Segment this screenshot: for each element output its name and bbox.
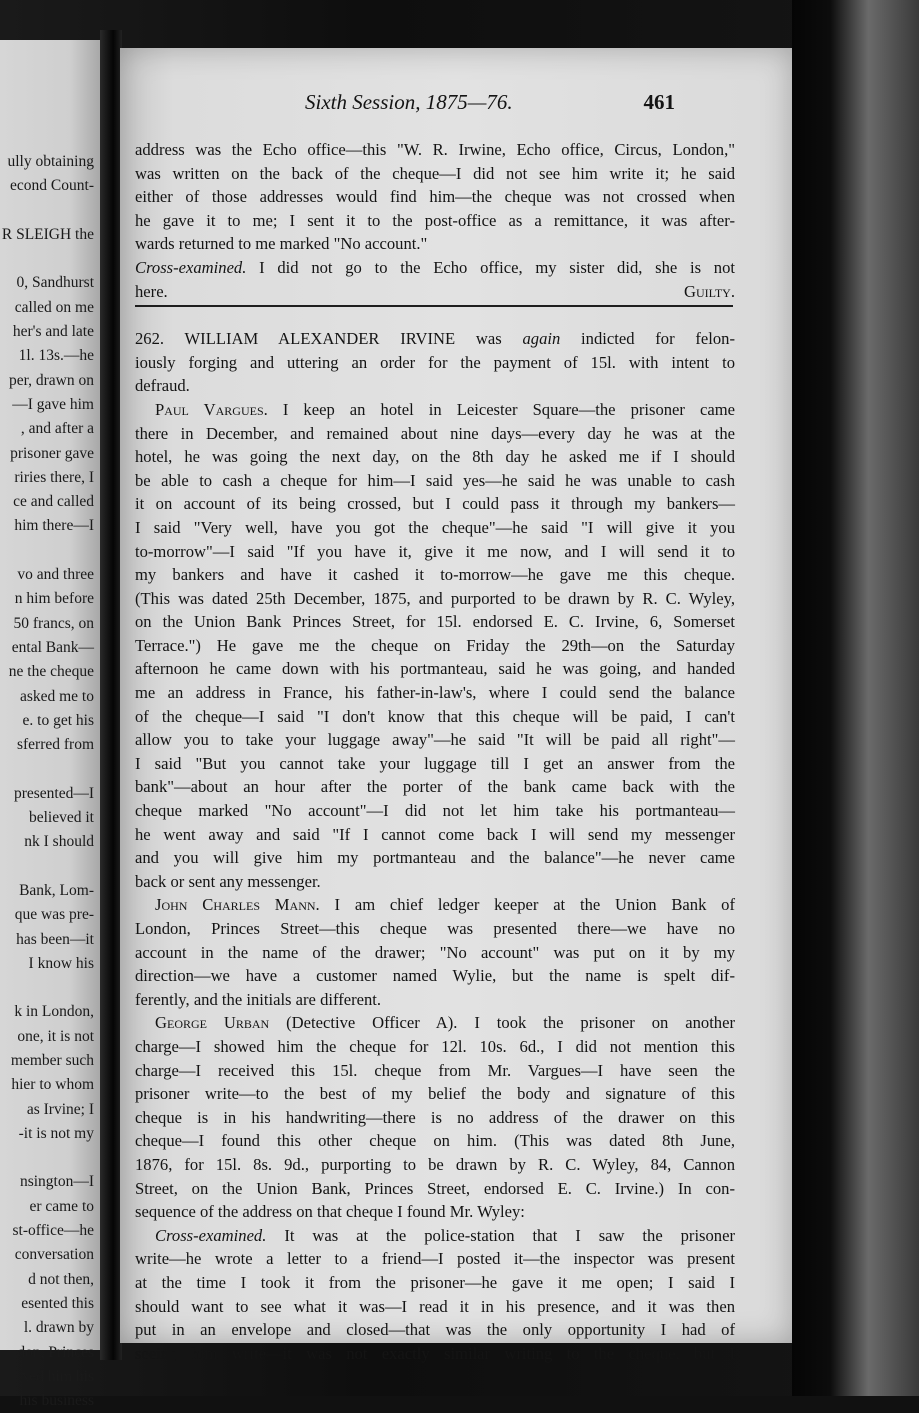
testimony-line: charge—I received this 15l. cheque from Mr. Vargues—I have seen the [135,1060,735,1080]
testimony-line: bank"—about an hour after the porter of the bank came back with the [135,777,735,797]
testimony-line: put in an envelope and closed—that was the only opportunity I had of [135,1320,735,1340]
defendant-name: WILLIAM ALEXANDER IRVINE [184,329,456,349]
verdict: Guilty. [683,281,735,301]
facing-page-line: 1l. 13s.—he [18,347,94,365]
previous-case-text [135,138,735,256]
facing-page-line: as Irvine; I [26,1100,94,1118]
previous-case-line: he gave it to me; I sent it to the post-office as a remittance, it was after- [135,210,735,230]
testimony-line: at the time I took it from the prisoner—he gave it me open; I said I [135,1272,735,1292]
testimony-line: cheque is in his handwriting—there is no address of the drawer on this [135,1107,735,1127]
testimony-line: seeing him write—it was not exactly similar writing to the cheque, but I [135,1343,735,1363]
facing-page-line: Bank, Lom- [19,881,94,899]
facing-page-line: believed it [29,809,94,827]
witness-testimony [135,398,735,893]
testimony-line: Street, on the Union Bank, Princes Street, endorsed E. C. Irvine.) In con- [135,1178,735,1198]
facing-page-line: d not then, [28,1270,94,1288]
facing-page-line: e. to get his [22,711,94,729]
facing-page-line: econd Count- [10,177,94,195]
again-word: again [522,329,561,349]
facing-page-line: member such [10,1051,94,1069]
running-title: Sixth Session, 1875—76. [305,90,513,114]
testimony-line: he went away and said "If I cannot come back I will send my messenger [135,824,735,844]
testimony-line: of the cheque—I said "I don't know that this cheque will be paid, I can't [135,706,735,726]
facing-page-line [0,976,94,1000]
testimony-text: I am chief ledger keeper at the Union Bank of [319,895,735,915]
facing-page-line: asked me to [19,687,94,705]
facing-page-line: -it is not my [18,1124,94,1142]
facing-page-line: hier to whom [11,1076,94,1094]
indictment-line [135,327,735,351]
page-body [135,138,735,1365]
testimony-line: direction—we have a customer named Wylie, but the name is spelt dif- [135,966,735,986]
witness-testimony [135,893,735,1011]
indictment-text-2: indicted for felon- [560,329,735,349]
witness-name: Cross-examined. [155,1225,267,1245]
testimony-line: on the Union Bank Princes Street, for 15l. endorsed E. C. Irvine, 6, Somerset [135,612,735,632]
cross-label: Cross-examined. [135,257,247,277]
facing-page-line [0,1146,94,1170]
facing-page-line: called on me [14,298,94,316]
previous-case-line: either of those addresses would find him—the cheque was not crossed when [135,187,735,207]
testimony-line: should want to see what it was—I read it in his presence, and it was then [135,1296,735,1316]
facing-page-line: his business [19,1392,94,1410]
testimony-text: It was at the police-station that I saw the prisoner [266,1225,735,1245]
testimony-line: it on account of its being crossed, but I could pass it through my bankers— [135,494,735,514]
case-heading [135,327,735,398]
testimony-line: sequence of the address on that cheque I found Mr. Wyley: [135,1202,525,1222]
running-head [135,90,675,124]
facing-page-line [0,247,94,271]
testimony-line: cheque marked "No account"—I did not let him take his portmanteau— [135,801,735,821]
facing-page-line: nsington—I [19,1173,94,1191]
facing-page-line: riries there, I [14,468,94,486]
testimony-line: hotel, he was going the next day, on the 8th day he asked me if I should [135,447,735,467]
testimony-line [135,398,735,422]
case-number: 262. [135,329,165,349]
indictment-line-3: defraud. [135,376,190,396]
testimony-text: I keep an hotel in Leicester Square—the prisoner came [267,399,735,419]
testimony-line [135,1011,735,1035]
facing-page-line: him there—I [14,517,94,535]
facing-page-line: —I gave him [12,395,94,413]
facing-page-line: one, it is not [17,1027,94,1045]
previous-case-line: wards returned to me marked "No account." [135,234,428,254]
facing-page-line: prisoner gave [10,444,94,462]
testimony-line: my bankers and have it cashed it to-morrow—he gave me this cheque. [135,565,735,585]
facing-page-line: , and after a [20,420,94,438]
facing-page-line: 0, Sandhurst [16,274,94,292]
testimony-line: afternoon he came down with his portmanteau, said he was going, and handed [135,659,735,679]
facing-page-line: ental Bank— [11,638,94,656]
testimony-line: prisoner write—to the best of my belief the body and signature of this [135,1084,735,1104]
facing-page-line: l. drawn by [23,1319,94,1337]
facing-page-line: esented this [21,1294,94,1312]
previous-case-line: address was the Echo office—this "W. R. Irwine, Echo office, Circus, London," [135,140,735,159]
book-gutter [100,30,122,1360]
testimony-line: cheque—I found this other cheque on him. (This was dated 8th June, [135,1131,735,1151]
facing-page-line: st-office—he [12,1222,94,1240]
facing-page-line: presented—I [13,784,94,802]
facing-page-text [0,150,94,1413]
facing-page-line: n him before [14,590,94,608]
facing-page-line: I know his [28,954,94,972]
facing-page-line: conversation [14,1246,94,1264]
facing-page-line: R SLEIGH the [1,225,94,243]
testimony-line: charge—I showed him the cheque for 12l. 10s. 6d., I did not mention this [135,1036,735,1056]
facing-page-line: vo and three [17,566,94,584]
testimony-line: back or sent any messenger. [135,871,321,891]
testimony-line: ferently, and the initials are different. [135,989,382,1009]
facing-page-line: don, Princes [17,1343,94,1361]
testimony-line [135,1224,735,1248]
testimony-line: I said "But you cannot take your luggage till I get an answer from the [135,753,735,773]
witness-name: John Charles Mann. [155,895,320,915]
cross-examination-line [135,256,735,280]
testimony-line: (This was dated 25th December, 1875, and purported to be drawn by R. C. Wyley, [135,588,735,608]
facing-page-line: xed him his [21,1367,94,1385]
facing-page [0,40,100,1410]
facing-page-line: ce and called [13,493,94,511]
witness-name: Paul Vargues. [155,399,268,419]
facing-page-line: per, drawn on [8,371,94,389]
verdict-line [135,280,735,304]
testimony-line: 1876, for 15l. 8s. 9d., purporting to be drawn by R. C. Wyley, 84, Cannon [135,1154,735,1174]
testimony-line: there in December, and remained about nine days—every day he was at the [135,423,735,443]
page-edge-shadow [792,0,919,1396]
testimony-line: to-morrow"—I said "If you have it, give it me now, and I will send it to [135,541,735,561]
witness-testimony [135,1224,735,1366]
facing-page-line: er came to [29,1197,94,1215]
facing-page-line: ne the cheque [8,663,94,681]
facing-page-line [0,199,94,223]
indictment-line-2: iously forging and uttering an order for the payment of 15l. with intent to [135,352,735,372]
facing-page-line: 50 francs, on [13,614,94,632]
case-divider [135,305,733,307]
testimony-line: allow you to take your luggage away"—he said "It will be paid all right"— [135,730,735,750]
facing-page-line: k in London, [14,1003,94,1021]
cross-text: I did not go to the Echo office, my sister did, she is not [246,257,735,277]
facing-page-line: sferred from [16,736,94,754]
facing-page-line: has been—it [16,930,94,948]
witness-testimony [135,1011,735,1223]
facing-page-line [0,757,94,781]
facing-page-line [0,855,94,879]
testimony [135,398,735,1365]
previous-case-line: was written on the back of the cheque—I did not see him write it; he said [135,163,735,183]
last-line: here. [135,281,168,301]
testimony-line: I said "Very well, have you got the cheque"—he said "I will give it you [135,517,735,537]
indictment-text: was [455,329,523,349]
testimony-line: Terrace.") He gave me the cheque on Friday the 29th—on the Saturday [135,635,735,655]
testimony-line: account in the name of the drawer; "No account" was put on it by my [135,942,735,962]
facing-page-line: nk I should [24,833,94,851]
testimony-line: and you will give him my portmanteau and the balance"—he never came [135,848,735,868]
testimony-text: (Detective Officer A). I took the prisoner on another [269,1013,735,1033]
testimony-line: me an address in France, his father-in-law's, where I could send the balance [135,683,735,703]
page-number: 461 [643,90,675,114]
testimony-line [135,893,735,917]
testimony-line: be able to cash a cheque for him—I said yes—he said he was unable to cash [135,470,735,490]
facing-page-line: que was pre- [14,906,94,924]
witness-name: George Urban [155,1013,270,1033]
testimony-line: London, Princes Street—this cheque was presented there—we have no [135,919,735,938]
facing-page-line [0,539,94,563]
testimony-line: write—he wrote a letter to a friend—I posted it—the inspector was present [135,1249,735,1269]
facing-page-line: her's and late [12,323,94,341]
facing-page-line: ully obtaining [7,153,94,170]
